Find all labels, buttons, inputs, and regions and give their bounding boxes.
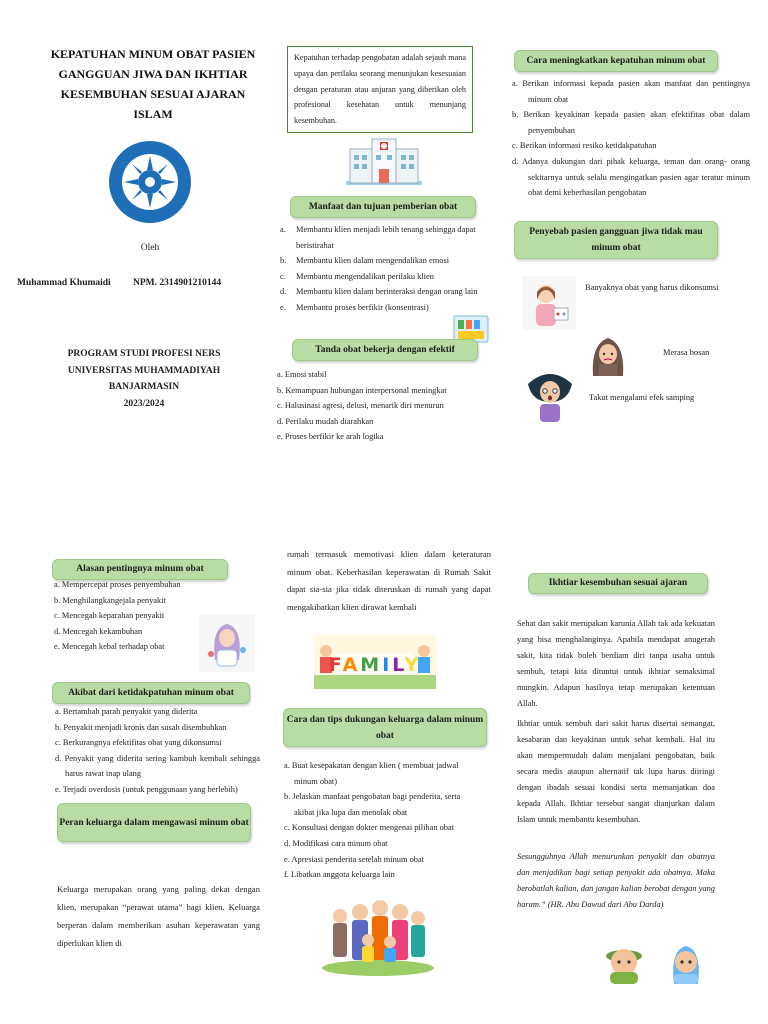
section-header-cara: Cara meningkatkan kepatuhan minum obat xyxy=(514,50,718,72)
list-item: e. Mencegah kebal terhadap obat xyxy=(54,642,165,652)
list-item: d. Modifikasi cara minum obat xyxy=(284,838,388,848)
tips-list xyxy=(284,758,480,883)
program-line: UNIVERSITAS MUHAMMADIYAH xyxy=(67,365,221,376)
cara-list xyxy=(512,76,750,201)
list-item: b. Jelaskan manfaat pengobatan bagi penderita, serta akibat jika lupa dan menolak obat xyxy=(284,792,461,817)
family-illustration xyxy=(314,635,436,689)
list-item: a. Membantu klien menjadi lebih tenang sehingga dapat beristirahat xyxy=(280,225,476,250)
family-letter: M xyxy=(360,654,383,676)
section-header-ikhtiar: Ikhtiar kesembuhan sesuai ajaran xyxy=(528,573,708,594)
section-header-tips: Cara dan tips dukungan keluarga dalam minum obat xyxy=(283,708,487,747)
list-item: e. Membantu proses berfikir (konsentrasi) xyxy=(280,302,429,312)
list-item: b. Menghilangkangejala penyakit xyxy=(54,595,166,605)
list-item: c. Berkurangnya efektifitas obat yang dikonsumsi xyxy=(55,738,222,748)
oleh-label: Oleh xyxy=(140,243,160,253)
family-letter: L xyxy=(392,654,405,676)
list-item: a. Emosi stabil xyxy=(277,370,327,379)
scared-person-illustration xyxy=(524,370,576,424)
bored-woman-illustration xyxy=(585,330,631,378)
list-item: c. Berikan informasi resiko ketidakpatuhan xyxy=(512,141,657,151)
definition-box: Kepatuhan terhadap pengobatan adalah sejauh mana upaya dan perilaku seorang menunjukan kesesuaian dengan peraturan atau anjuran yang diberikan oleh profesional kesehatan untuk menunjang kesembuhan. xyxy=(287,46,473,133)
list-item: b. Penyakit menjadi kronis dan susah disembuhkan xyxy=(55,722,227,732)
list-item: d. Penyakit yang diderita sering kambuh kembali sehingga harus rawat inap ulang xyxy=(55,753,260,779)
list-item: b. Kemampuan hubungan interpersonal meningkat xyxy=(277,385,447,395)
program-line: BANJARMASIN xyxy=(108,382,180,392)
section-header-alasan: Alasan pentingnya minum obat xyxy=(52,559,228,580)
list-item: c. Halusinasi agresi, delusi, menarik diri menurun xyxy=(277,401,444,411)
brochure-title: KEPATUHAN MINUM OBAT PASIEN GANGGUAN JIWA DAN IKHTIAR KESEMBUHAN SESUAI AJARAN ISLAM xyxy=(50,47,256,121)
section-header-peran: Peran keluarga dalam mengawasi minum obat xyxy=(57,803,251,842)
hadith-quote: Sesungguhnya Allah menurunkan penyakit dan obatnya dan menjadikan bagi setiap penyakit ada obatnya. Maka berobatlah kalian, dan jangan kalian berobat dengan yang haram.” (HR. Abu Dawud dari Abu Darda) xyxy=(517,852,715,909)
author-npm: NPM. 2314901210144 xyxy=(133,278,222,288)
list-item: e. Terjadi overdosis (untuk penggunaan yang berlebih) xyxy=(55,784,238,794)
section-header-manfaat: Manfaat dan tujuan pemberian obat xyxy=(290,196,476,218)
list-item: b. Berikan keyakinan kepada pasien akan efektifitas obat dalam penyembuhan xyxy=(512,110,750,135)
family-letter: A xyxy=(342,654,361,676)
tanda-list xyxy=(277,367,487,445)
list-item: a. Mempercepat proses penyembuhan xyxy=(54,580,181,589)
list-item: a. Berikan informasi kepada pasien akan manfaat dan pentingnya minum obat xyxy=(512,79,750,104)
list-item: c. Konsultasi dengan dokter mengenai pilihan obat xyxy=(284,823,455,833)
program-year: 2023/2024 xyxy=(123,398,165,409)
university-logo xyxy=(108,140,192,224)
hospital-illustration xyxy=(344,131,424,187)
section-header-tanda: Tanda obat bekerja dengan efektif xyxy=(292,339,478,361)
program-line: PROGRAM STUDI PROFESI NERS xyxy=(67,349,221,359)
list-item: d. Perilaku mudah diarahkan xyxy=(277,416,374,426)
list-item: d. Mencegah kekambuhan xyxy=(54,626,143,636)
list-item: c. Membantu mengendalikan perilaku klien xyxy=(280,271,434,281)
section-header-penyebab: Penyebab pasien gangguan jiwa tidak mau minum obat xyxy=(514,221,718,259)
peran-paragraph: Keluarga merupakan orang yang paling dekat dengan klien, merupakan “perawat utama” bagi klien. Keluarga berperan dalam memberikan asuhan keperawatan yang diperlukan klien di xyxy=(57,884,260,948)
family-letter: I xyxy=(382,654,393,676)
list-item: a. Buat kesepakatan dengan klien ( membuat jadwal minum obat) xyxy=(284,761,459,786)
ikhtiar-paragraph-1: Sehat dan sakit merupakan karunia Allah tak ada kekuatan yang bisa menghalanginya. Apabila mendapat anugerah sakit, kita tidak boleh berdiam diri tanpa usaha untuk sembuh, tetapi kita dituntut untuk ikhtiar semaksimal mungkin. Adapun hasilnya tetap merupakan ketentuan Allah. xyxy=(517,619,715,708)
hijab-woman-medicine-illustration xyxy=(199,614,255,672)
akibat-list xyxy=(55,704,260,798)
family-letter: F xyxy=(328,654,343,676)
list-item: e. Proses berfikir ke arah logika xyxy=(277,432,384,442)
section-header-akibat: Akibat dari ketidakpatuhan minum obat xyxy=(52,682,250,704)
family-word xyxy=(329,654,421,676)
woman-pills-illustration xyxy=(522,276,576,330)
muslim-children-illustration xyxy=(600,938,712,986)
list-item: f. Libatkan anggota keluarga lain xyxy=(284,870,395,880)
list-item: b. Membantu klien dalam mengendalikan emosi xyxy=(280,256,450,266)
list-item: a. Bertambah parah penyakit yang diderita xyxy=(55,707,198,716)
list-item: e. Apresiasi penderita setelah minum obat xyxy=(284,854,425,864)
manfaat-list xyxy=(280,222,494,316)
list-item: d. Membantu klien dalam berinteraksi dengan orang lain xyxy=(280,287,478,297)
alasan-list xyxy=(54,577,199,655)
cause-text: Takut mengalami efek samping xyxy=(589,393,695,402)
author-name: Muhammad Khumaidi xyxy=(17,278,111,288)
program-block xyxy=(44,346,244,412)
peran-continuation: rumah termasuk memotivasi klien dalam keteraturan minum obat. Keberhasilan keperawatan di Rumah Sakit dapat sia-sia jika tidak diteruskan di rumah yang dapat mengakibatkan klien dirawat kembali xyxy=(287,549,491,612)
list-item: c. Mencegah keparahan penyakit xyxy=(54,611,165,621)
cause-text: Banyaknya obat yang harus dikonsumsi xyxy=(585,283,719,292)
list-item: d. Adanya dukungan dari pihak keluarga, teman dan orang- orang sekitarnya untuk selalu mengingatkan pasien agar teratur minum obat demi keberhasilan pengobatan xyxy=(512,156,750,198)
family-letter: Y xyxy=(404,654,422,676)
cause-text: Merasa bosan xyxy=(663,348,710,357)
family-group-illustration xyxy=(320,894,436,976)
ikhtiar-paragraph-2: Ikhtiar untuk sembuh dari sakit harus disertai semangat, kesabaran dan keyakinan untuk sehat kembali. Hal itu akan mempermudah dalam menjalani pengobatan, baik secara medis ataupun alternatif tak lupa harus diiringi dengan ibadah sesuai kondisi serta memanjatkan doa kepada Allah. Ikhtiar tersebut sangat dianjurkan dalam Islam untuk membantu kesembuhan. xyxy=(517,719,715,824)
